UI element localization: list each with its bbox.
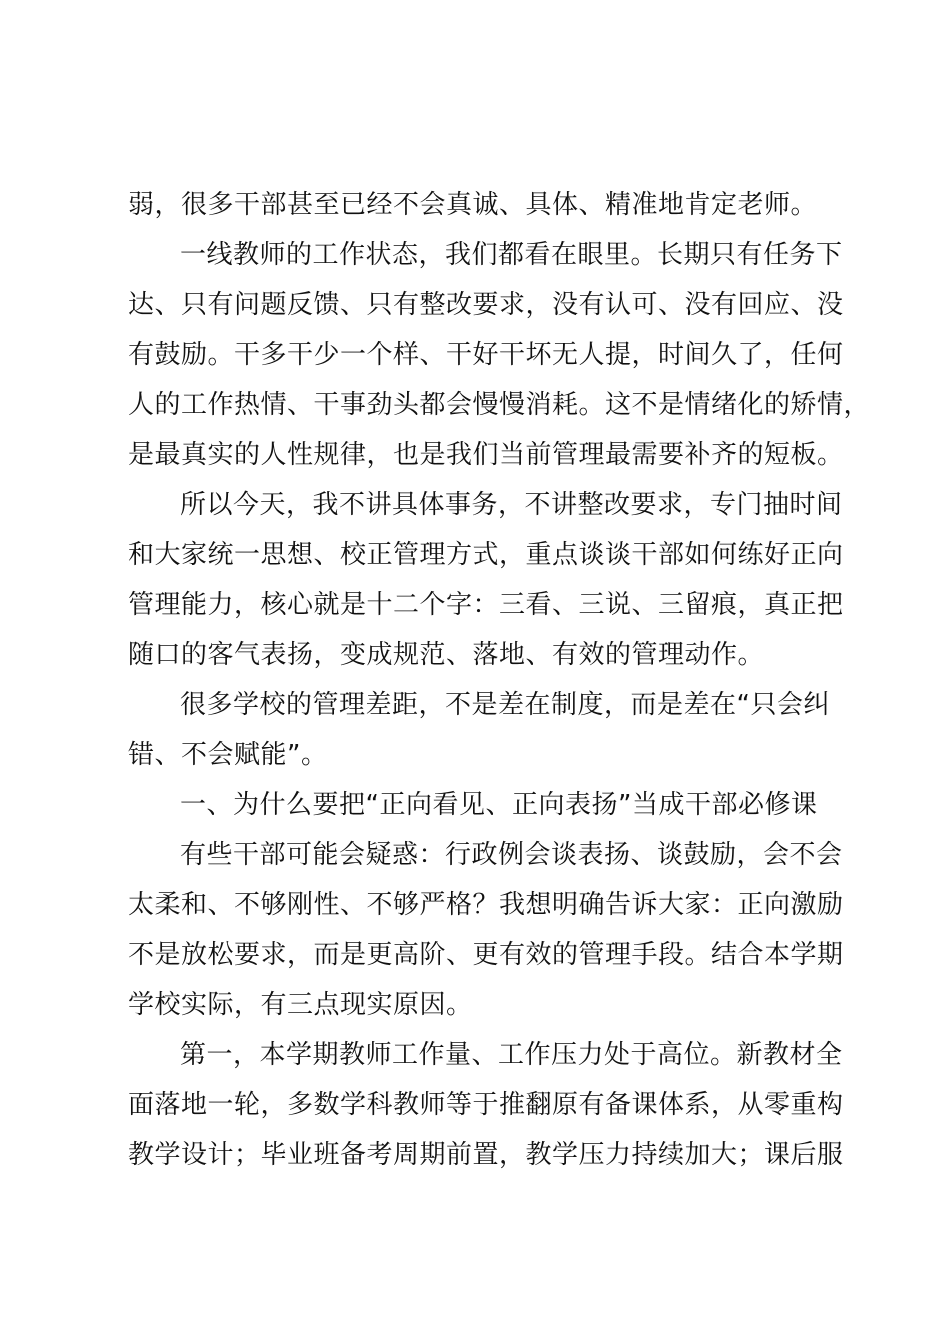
text-line: 面落地一轮，多数学科教师等于推翻原有备课体系，从零重构 [128, 1090, 844, 1120]
text-line: 不是放松要求，而是更高阶、更有效的管理手段。结合本学期 [128, 940, 844, 970]
text-line: 太柔和、不够刚性、不够严格？我想明确告诉大家：正向激励 [128, 890, 844, 920]
paragraph-start-line: 有些干部可能会疑惑：行政例会谈表扬、谈鼓励，会不会 [180, 840, 843, 870]
paragraph-start-line: 第一，本学期教师工作量、工作压力处于高位。新教材全 [180, 1040, 843, 1070]
text-line: 弱，很多干部甚至已经不会真诚、具体、精准地肯定老师。 [128, 190, 818, 220]
text-line: 是最真实的人性规律，也是我们当前管理最需要补齐的短板。 [128, 440, 844, 470]
paragraph-start-line: 所以今天，我不讲具体事务，不讲整改要求，专门抽时间 [180, 490, 843, 520]
text-line: 错、不会赋能”。 [128, 740, 328, 770]
text-line: 管理能力，核心就是十二个字：三看、三说、三留痕，真正把 [128, 590, 844, 620]
paragraph-start-line: 一线教师的工作状态，我们都看在眼里。长期只有任务下 [180, 240, 843, 270]
text-line: 有鼓励。干多干少一个样、干好干坏无人提，时间久了，任何 [128, 340, 844, 370]
paragraph-start-line: 很多学校的管理差距，不是差在制度，而是差在“只会纠 [180, 690, 830, 720]
section-heading: 一、为什么要把“正向看见、正向表扬”当成干部必修课 [180, 790, 818, 820]
text-line: 达、只有问题反馈、只有整改要求，没有认可、没有回应、没 [128, 290, 844, 320]
text-line: 随口的客气表扬，变成规范、落地、有效的管理动作。 [128, 640, 765, 670]
text-line: 教学设计；毕业班备考周期前置，教学压力持续加大；课后服 [128, 1140, 844, 1170]
text-line: 学校实际，有三点现实原因。 [128, 990, 473, 1020]
text-line: 和大家统一思想、校正管理方式，重点谈谈干部如何练好正向 [128, 540, 844, 570]
text-line: 人的工作热情、干事劲头都会慢慢消耗。这不是情绪化的矫情， [128, 390, 871, 420]
